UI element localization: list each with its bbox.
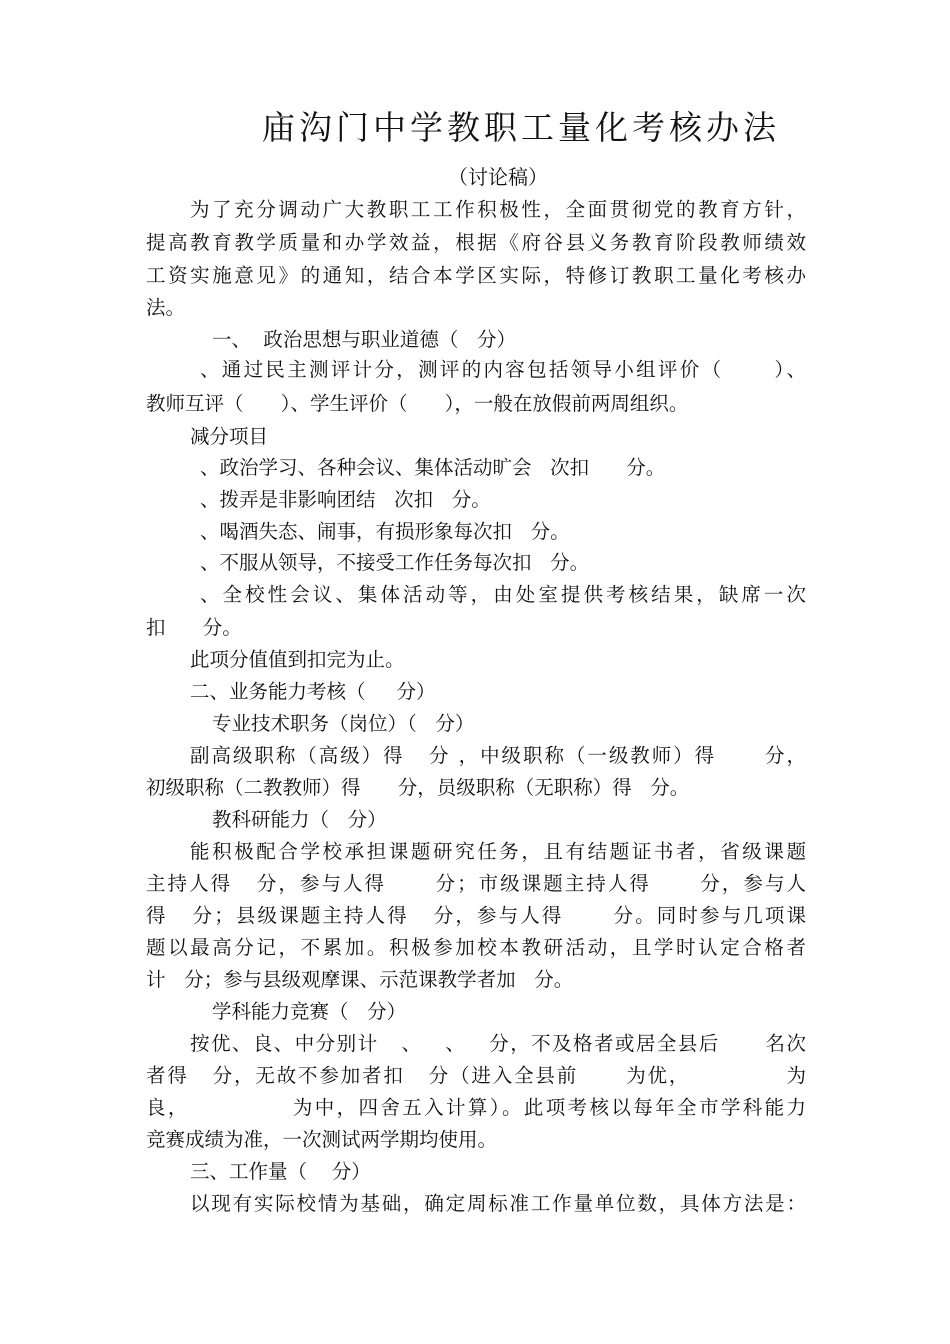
- paragraph-line: 教师互评（ ）、学生评价（ ），一般在放假前两周组织。: [146, 392, 689, 415]
- section-heading: 一、 政治思想与职业道德（ 分）: [212, 328, 516, 351]
- paragraph-line: 按优、良、中分别计 、 、 分，不及格者或居全县后 名次: [190, 1032, 806, 1055]
- paragraph-line: 得 分；县级课题主持人得 分，参与人得 分。同时参与几项课: [146, 904, 806, 927]
- subsection-heading: 学科能力竞赛（ 分）: [212, 1000, 407, 1023]
- subsection-heading: 教科研能力（ 分）: [212, 808, 387, 831]
- paragraph-line: 主持人得 分，参与人得 分；市级课题主持人得 分，参与人: [146, 872, 806, 895]
- list-item: 、喝酒失态、闹事，有损形象每次扣 分。: [200, 520, 570, 543]
- list-item: 、政治学习、各种会议、集体活动旷会 次扣 分。: [200, 456, 666, 479]
- paragraph-line: 计 分；参与县级观摩课、示范课教学者加 分。: [146, 968, 574, 991]
- paragraph-line: 工资实施意见》的通知，结合本学区实际，特修订教职工量化考核办: [146, 264, 806, 287]
- paragraph-line: 扣 分。: [146, 616, 242, 639]
- paragraph-line: 、通过民主测评计分，测评的内容包括领导小组评价（ ）、: [200, 358, 806, 381]
- subsection-heading: 专业技术职务（岗位）（ 分）: [212, 712, 475, 735]
- paragraph-line: 能积极配合学校承担课题研究任务，且有结题证书者，省级课题: [190, 840, 806, 863]
- page-subtitle: （讨论稿）: [448, 165, 548, 189]
- paragraph-line: 初级职称（二教教师）得 分，员级职称（无职称）得 分。: [146, 776, 690, 799]
- paragraph-line: 以现有实际校情为基础，确定周标准工作量单位数，具体方法是：: [190, 1192, 806, 1215]
- list-item: 、不服从领导，不接受工作任务每次扣 分。: [200, 551, 590, 574]
- paragraph-line: 提高教育教学质量和办学效益，根据《府谷县义务教育阶段教师绩效: [146, 231, 806, 254]
- section-heading: 三、工作量（ 分）: [190, 1160, 371, 1183]
- paragraph-line: 良， 为中，四舍五入计算）。此项考核以每年全市学科能力: [146, 1096, 806, 1119]
- list-item: 、拨弄是非影响团结 次扣 分。: [200, 488, 491, 511]
- paragraph-line: 题以最高分记，不累加。积极参加校本教研活动，且学时认定合格者: [146, 936, 806, 959]
- paragraph-line: 竞赛成绩为准，一次测试两学期均使用。: [146, 1128, 498, 1151]
- section-heading: 二、业务能力考核（ 分）: [190, 680, 436, 703]
- page-title: 庙沟门中学教职工量化考核办法: [262, 108, 780, 147]
- paragraph-line: 法。: [146, 296, 186, 319]
- paragraph-line: 为了充分调动广大教职工工作积极性，全面贯彻党的教育方针，: [190, 198, 806, 221]
- paragraph-line: 副高级职称（高级）得 分 ，中级职称（一级教师）得 分，: [190, 744, 806, 767]
- paragraph-line: 此项分值值到扣完为止。: [190, 648, 405, 671]
- subheading: 减分项目: [190, 425, 269, 448]
- list-item: 、全校性会议、集体活动等，由处室提供考核结果，缺席一次: [200, 583, 806, 606]
- paragraph-line: 者得 分，无故不参加者扣 分（进入全县前 为优， 为: [146, 1064, 806, 1087]
